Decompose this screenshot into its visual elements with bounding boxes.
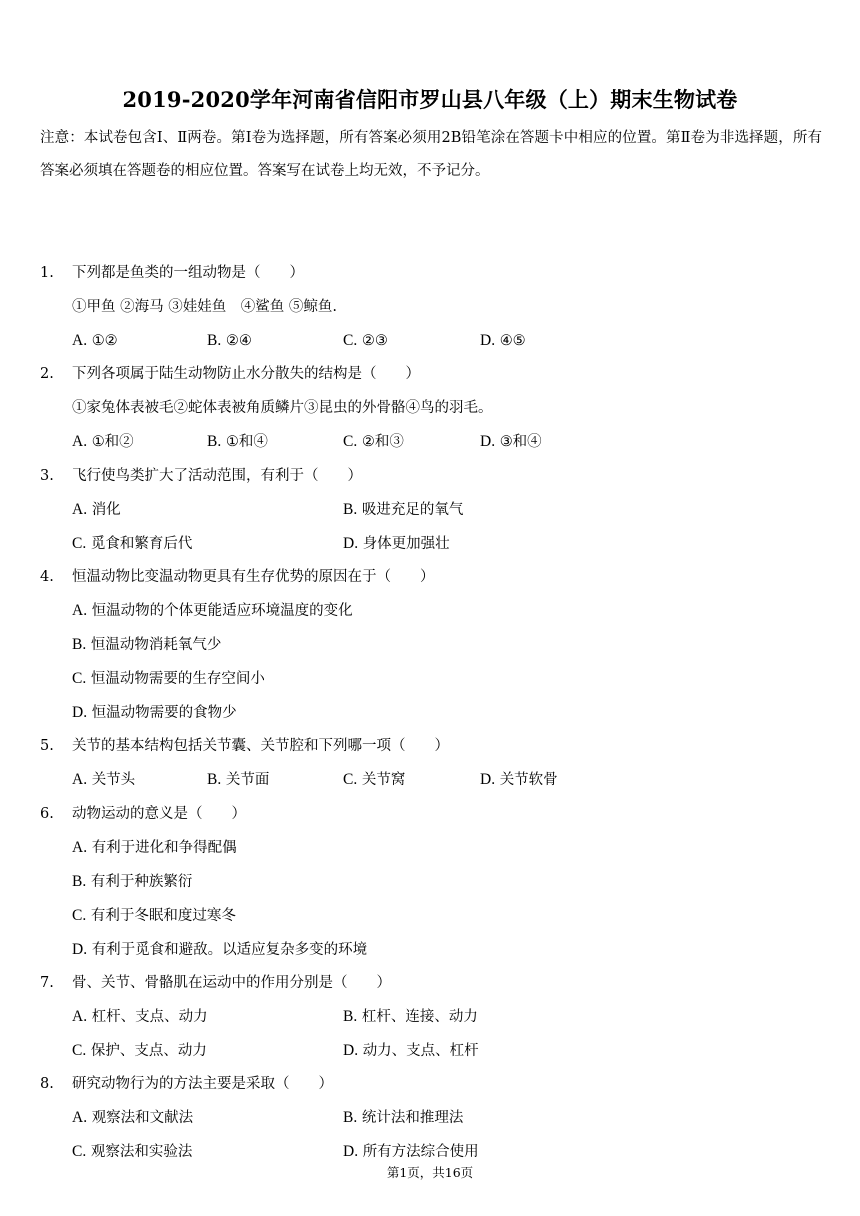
option-text: 关节头 [91, 772, 136, 788]
option-c[interactable] [72, 1042, 207, 1060]
option-text: 有利于觅食和避敌。以适应复杂多变的环境 [91, 942, 368, 958]
option-c[interactable] [343, 332, 388, 350]
option-text: 观察法和文献法 [91, 1110, 194, 1126]
option-text: 恒温动物需要的食物少 [91, 705, 237, 721]
option-b[interactable] [207, 433, 268, 451]
option-text: 统计法和推理法 [361, 1110, 464, 1126]
question-stem: 恒温动物比变温动物更具有生存优势的原因在于（ ） [72, 569, 435, 585]
option-c[interactable] [72, 1143, 192, 1161]
question-number: 6. [40, 806, 54, 822]
option-d[interactable] [480, 433, 542, 451]
option-text: 关节面 [225, 772, 270, 788]
option-letter: C. [72, 907, 87, 924]
option-b[interactable] [72, 873, 192, 891]
option-letter: B. [343, 501, 358, 518]
question-number: 3. [40, 468, 54, 484]
option-text: 恒温动物的个体更能适应环境温度的变化 [91, 603, 353, 619]
option-letter: B. [343, 1008, 358, 1025]
option-text: 保护、支点、动力 [90, 1043, 207, 1059]
option-a[interactable] [72, 1008, 208, 1026]
option-letter: A. [72, 1109, 88, 1126]
option-text: 觅食和繁育后代 [90, 536, 193, 552]
option-c[interactable] [72, 670, 265, 688]
option-text: ②和③ [361, 434, 404, 450]
option-c[interactable] [343, 771, 405, 789]
option-text: ①和④ [225, 434, 268, 450]
option-a[interactable] [72, 1109, 193, 1127]
question-stem: 关节的基本结构包括关节囊、关节腔和下列哪一项（ ） [72, 738, 449, 754]
option-letter: D. [343, 1042, 359, 1059]
option-letter: D. [480, 332, 496, 349]
page-title: 2019-2020学年河南省信阳市罗山县八年级（上）期末生物试卷 [122, 87, 738, 112]
option-letter: A. [72, 771, 88, 788]
question-stem: 飞行使鸟类扩大了活动范围，有利于（ ） [72, 468, 362, 484]
option-c[interactable] [343, 433, 404, 451]
option-text: ④⑤ [499, 333, 526, 349]
option-letter: B. [207, 332, 222, 349]
option-letter: B. [72, 636, 87, 653]
option-a[interactable] [72, 771, 135, 789]
option-letter: A. [72, 1008, 88, 1025]
option-d[interactable] [343, 1042, 479, 1060]
question-stem: 研究动物行为的方法主要是采取（ ） [72, 1076, 333, 1092]
question-stem: 骨、关节、骨骼肌在运动中的作用分别是（ ） [72, 975, 391, 991]
page-number-footer: 第1页，共16页 [386, 1165, 474, 1180]
option-text: 恒温动物消耗氧气少 [90, 637, 222, 653]
option-d[interactable] [72, 704, 237, 722]
question-stem: 动物运动的意义是（ ） [72, 806, 246, 822]
option-letter: A. [72, 501, 88, 518]
option-letter: C. [343, 332, 358, 349]
option-a[interactable] [72, 602, 353, 620]
option-text: ②④ [225, 333, 252, 349]
option-b[interactable] [207, 771, 269, 789]
option-a[interactable] [72, 433, 134, 451]
option-text: 所有方法综合使用 [362, 1144, 479, 1160]
option-text: 吸进充足的氧气 [361, 502, 464, 518]
option-d[interactable] [72, 941, 367, 959]
option-c[interactable] [72, 907, 236, 925]
option-letter: C. [343, 433, 358, 450]
option-text: ③和④ [499, 434, 542, 450]
option-letter: C. [72, 670, 87, 687]
option-d[interactable] [480, 332, 526, 350]
question-number: 1. [40, 265, 54, 281]
option-text: 关节窝 [361, 772, 406, 788]
option-b[interactable] [207, 332, 252, 350]
option-text: 有利于种族繁衍 [90, 874, 193, 890]
option-text: 杠杆、连接、动力 [361, 1009, 478, 1025]
option-letter: A. [72, 839, 88, 856]
option-letter: D. [343, 535, 359, 552]
question-stem: 下列各项属于陆生动物防止水分散失的结构是（ ） [72, 366, 420, 382]
option-a[interactable] [72, 501, 121, 519]
question-number: 2. [40, 366, 54, 382]
option-letter: A. [72, 332, 88, 349]
question-stem: 下列都是鱼类的一组动物是（ ） [72, 265, 304, 281]
option-b[interactable] [343, 1109, 463, 1127]
option-letter: B. [207, 771, 222, 788]
option-letter: D. [480, 771, 496, 788]
option-b[interactable] [343, 501, 463, 519]
option-text: 杠杆、支点、动力 [91, 1009, 208, 1025]
option-b[interactable] [343, 1008, 478, 1026]
option-text: 关节软骨 [499, 772, 558, 788]
option-letter: D. [480, 433, 496, 450]
option-b[interactable] [72, 636, 221, 654]
option-letter: D. [343, 1143, 359, 1160]
option-d[interactable] [343, 535, 450, 553]
option-text: 身体更加强壮 [362, 536, 450, 552]
option-letter: B. [207, 433, 222, 450]
option-a[interactable] [72, 839, 237, 857]
option-a[interactable] [72, 332, 118, 350]
question-material: ①甲鱼 ②海马 ③娃娃鱼 ④鲨鱼 ⑤鲸鱼. [72, 299, 337, 315]
option-letter: C. [72, 1143, 87, 1160]
option-text: 有利于进化和争得配偶 [91, 840, 237, 856]
option-letter: B. [72, 873, 87, 890]
exam-notice: 注意：本试卷包含Ⅰ、Ⅱ两卷。第Ⅰ卷为选择题，所有答案必须用2B铅笔涂在答题卡中相应的位置。第Ⅱ卷为非选择题，所有答案必须填在答题卷的相应位置。答案写在试卷上均无效，不予记分。 [40, 130, 822, 179]
option-letter: D. [72, 941, 88, 958]
option-letter: C. [72, 535, 87, 552]
question-number: 8. [40, 1076, 54, 1092]
option-letter: C. [343, 771, 358, 788]
option-text: 有利于冬眠和度过寒冬 [90, 908, 236, 924]
option-d[interactable] [480, 771, 558, 789]
option-text: ①② [91, 333, 118, 349]
question-number: 7. [40, 975, 54, 991]
option-text: 动力、支点、杠杆 [362, 1043, 479, 1059]
question-material: ①家兔体表被毛②蛇体表被角质鳞片③昆虫的外骨骼④鸟的羽毛。 [72, 400, 493, 416]
option-text: 恒温动物需要的生存空间小 [90, 671, 265, 687]
option-letter: A. [72, 433, 88, 450]
option-letter: A. [72, 602, 88, 619]
option-text: ②③ [361, 333, 388, 349]
question-number: 4. [40, 569, 54, 585]
option-text: 消化 [91, 502, 121, 518]
option-text: 观察法和实验法 [90, 1144, 193, 1160]
option-letter: D. [72, 704, 88, 721]
question-number: 5. [40, 738, 54, 754]
option-letter: B. [343, 1109, 358, 1126]
option-text: ①和② [91, 434, 134, 450]
option-letter: C. [72, 1042, 87, 1059]
option-c[interactable] [72, 535, 192, 553]
option-d[interactable] [343, 1143, 479, 1161]
